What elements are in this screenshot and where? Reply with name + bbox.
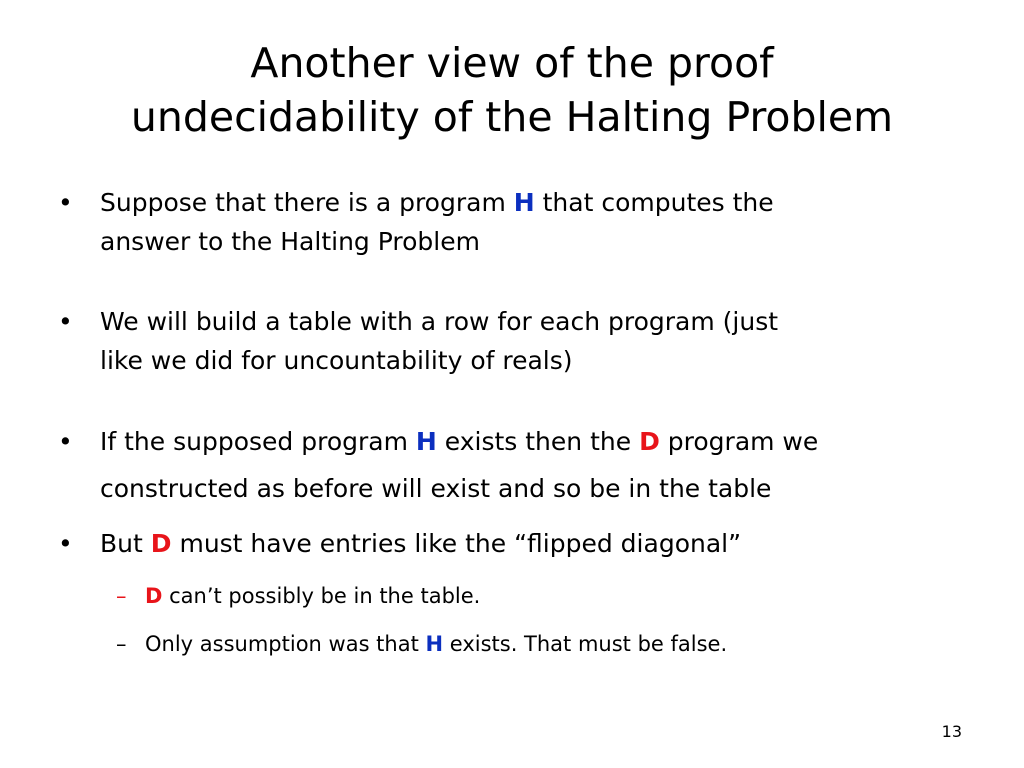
text-segment: must have entries like the “flipped diagonal” [171,529,742,558]
h-variable: H [513,188,535,217]
text-segment: can’t possibly be in the table. [162,584,481,608]
d-variable: D [145,584,163,608]
title-line-2: undecidability of the Halting Problem [130,93,894,141]
bullet-line [100,418,978,465]
d-variable: D [639,427,660,456]
text-segment: Only assumption was that [145,632,426,656]
slide-page-number: 13 [941,722,962,741]
text-segment: If the supposed program [100,427,416,456]
bullet-line: answer to the Halting Problem [100,227,480,256]
text-segment: But [100,529,151,558]
bullet-line: constructed as before will exist and so be in the table [100,474,772,503]
text-segment: Suppose that there is a program [100,188,514,217]
bullet-marker: • [58,188,73,217]
bullet-line [100,183,978,222]
bullet-line [100,524,978,563]
h-variable: H [425,632,444,656]
sub-bullet-text [145,581,480,611]
text-segment: program we [659,427,819,456]
sub-bullet-text [145,629,727,659]
text-segment: that computes the [534,188,774,217]
bullet-text [100,302,978,380]
bullet-line: We will build a table with a row for each program (just [100,307,779,336]
sub-bullet-marker: – [116,584,127,608]
bullet-marker: • [58,307,73,336]
title-line-1: Another view of the proof [250,39,774,87]
bullet-marker: • [58,529,73,558]
bullet-text [100,418,978,512]
text-segment: exists then the [436,427,640,456]
d-variable: D [150,529,172,558]
bullet-line: like we did for uncountability of reals) [100,346,573,375]
sub-bullet-marker: – [116,632,127,656]
text-segment: exists. That must be false. [443,632,728,656]
bullet-text [100,524,978,563]
bullet-text [100,183,978,261]
bullet-marker: • [58,427,73,456]
slide-title [40,36,984,144]
h-variable: H [415,427,437,456]
